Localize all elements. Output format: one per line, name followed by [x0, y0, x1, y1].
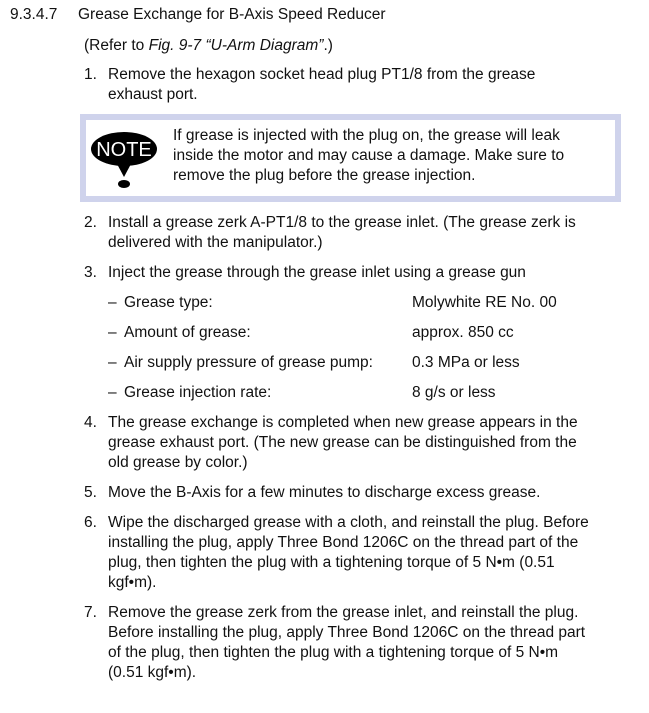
step-line: Remove the hexagon socket head plug PT1/8 from the grease: [108, 66, 536, 83]
ref-figure-link: Fig. 9-7 “U-Arm Diagram”: [148, 37, 324, 54]
note-line: remove the plug before the grease injection.: [173, 167, 476, 184]
step-number: 3.: [84, 264, 97, 281]
step-line: The grease exchange is completed when new grease appears in the: [108, 414, 578, 431]
step-line: delivered with the manipulator.): [108, 234, 323, 251]
note-line: inside the motor and may cause a damage. Make sure to: [173, 147, 565, 164]
step-line: installing the plug, apply Three Bond 1206C on the thread part of the: [108, 534, 579, 551]
spec-label: Grease injection rate:: [124, 384, 272, 401]
spec-dash: –: [108, 294, 117, 311]
ref-suffix: .): [323, 37, 333, 54]
spec-value: approx. 850 cc: [412, 324, 514, 341]
step-number: 2.: [84, 214, 97, 231]
step-line: (0.51 kgf•m).: [108, 664, 197, 681]
spec-label: Air supply pressure of grease pump:: [124, 354, 373, 371]
step-line: Install a grease zerk A-PT1/8 to the grease inlet. (The grease zerk is: [108, 214, 576, 231]
step-line: kgf•m).: [108, 574, 157, 591]
spec-value: Molywhite RE No. 00: [412, 294, 557, 311]
note-line: If grease is injected with the plug on, the grease will leak: [173, 127, 560, 144]
step-line: of the plug, then tighten the plug with a tightening torque of 5 N•m: [108, 644, 559, 661]
spec-value: 8 g/s or less: [412, 384, 496, 401]
note-icon: [90, 129, 158, 191]
step-number: 7.: [84, 604, 97, 621]
ref-prefix: (Refer to: [84, 37, 149, 54]
step-line: plug, then tighten the plug with a tightening torque of 5 N•m (0.51: [108, 554, 555, 571]
step-line: old grease by color.): [108, 454, 248, 471]
spec-dash: –: [108, 354, 117, 371]
section-number: 9.3.4.7: [10, 6, 58, 23]
step-line: exhaust port.: [108, 86, 198, 103]
step-number: 6.: [84, 514, 97, 531]
section-title: Grease Exchange for B-Axis Speed Reducer: [78, 6, 386, 23]
spec-dash: –: [108, 384, 117, 401]
spec-label: Grease type:: [124, 294, 213, 311]
spec-dash: –: [108, 324, 117, 341]
step-number: 4.: [84, 414, 97, 431]
spec-label: Amount of grease:: [124, 324, 251, 341]
step-line: Remove the grease zerk from the grease inlet, and reinstall the plug.: [108, 604, 579, 621]
step-line: grease exhaust port. (The new grease can be distinguished from the: [108, 434, 577, 451]
step-line: Inject the grease through the grease inlet using a grease gun: [108, 264, 526, 281]
step-line: Wipe the discharged grease with a cloth, and reinstall the plug. Before: [108, 514, 589, 531]
spec-value: 0.3 MPa or less: [412, 354, 520, 371]
step-line: Before installing the plug, apply Three Bond 1206C on the thread part: [108, 624, 586, 641]
step-number: 1.: [84, 66, 97, 83]
step-line: Move the B-Axis for a few minutes to discharge excess grease.: [108, 484, 541, 501]
note-icon-label: NOTE: [96, 139, 152, 161]
step-number: 5.: [84, 484, 97, 501]
figure-reference: [84, 36, 333, 56]
